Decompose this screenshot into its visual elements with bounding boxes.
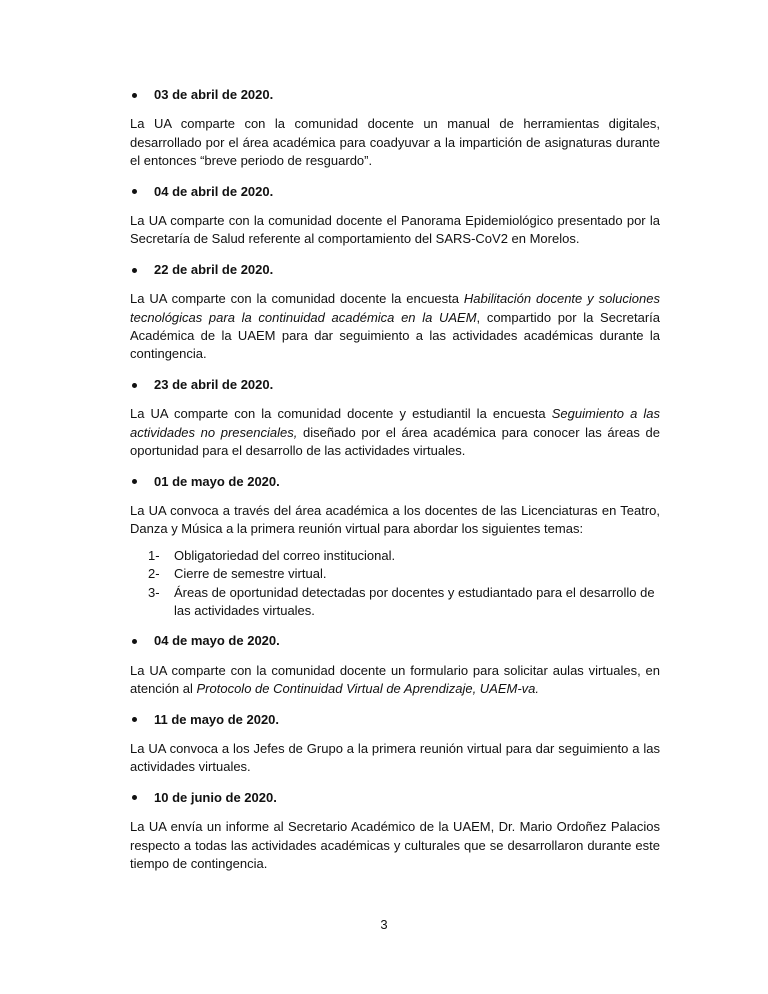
bullet-icon — [132, 479, 137, 484]
bullet-icon — [132, 189, 137, 194]
paragraph-text: La UA comparte con la comunidad docente el Panorama Epidemiológico presentado por la Secretaría de Salud referente al comportamiento del SARS-CoV2 en Morelos. — [130, 213, 660, 247]
timeline-entry — [130, 632, 660, 698]
entry-date-row — [130, 473, 660, 491]
entry-date: 22 de abril de 2020. — [154, 261, 274, 277]
list-item-number: 3- — [148, 584, 160, 600]
entry-paragraph — [130, 740, 660, 777]
entry-date-row — [130, 261, 660, 279]
paragraph-text: La UA comparte con la comunidad docente la encuesta — [130, 291, 464, 307]
italic-title: Habilitación docente y soluciones tecnológicas para la continuidad académica en la UAEM — [130, 291, 660, 325]
entry-date-row — [130, 183, 660, 201]
entry-date: 11 de mayo de 2020. — [154, 711, 280, 727]
list-item-number: 2- — [148, 566, 160, 582]
list-item — [148, 565, 660, 583]
entry-date-row — [130, 376, 660, 394]
entry-paragraph — [130, 115, 660, 170]
italic-title: Protocolo de Continuidad Virtual de Aprendizaje, UAEM-va. — [196, 681, 540, 697]
bullet-icon — [132, 93, 137, 98]
bullet-icon — [132, 639, 137, 644]
entry-paragraph — [130, 290, 660, 364]
paragraph-text: La UA envía un informe al Secretario Académico de la UAEM, Dr. Mario Ordoñez Palacios respecto a todas las actividades académicas y culturales que se desarrollaron durante este tiempo de contingencia. — [130, 819, 660, 871]
paragraph-text: La UA comparte con la comunidad docente un formulario para solicitar aulas virtuales, en atención al — [130, 662, 660, 697]
entry-paragraph — [130, 405, 660, 460]
italic-title: Seguimiento a las actividades no presenciales, — [130, 406, 661, 440]
timeline-entry — [130, 86, 660, 171]
entry-paragraph — [130, 818, 660, 873]
entry-date: 01 de mayo de 2020. — [154, 473, 280, 489]
list-item-number: 1- — [148, 547, 160, 563]
timeline-entry — [130, 183, 660, 249]
entry-date-row — [130, 86, 660, 104]
bullet-icon — [132, 717, 137, 722]
bullet-icon — [132, 383, 137, 388]
entry-date: 04 de abril de 2020. — [154, 183, 274, 199]
list-item — [148, 584, 660, 621]
entry-paragraph — [130, 212, 660, 249]
bullet-icon — [132, 795, 137, 800]
paragraph-text: diseñado por el área académica para conocer las áreas de oportunidad para el desarrollo de las actividades virtuales. — [130, 424, 660, 459]
paragraph-text: La UA convoca a través del área académica a los docentes de las Licenciaturas en Teatro, Danza y Música a la primera reunión virtual para abordar los siguientes temas: — [130, 502, 660, 537]
timeline-entry — [130, 789, 660, 874]
topic-list — [148, 547, 660, 621]
page-number: 3 — [380, 917, 388, 932]
entry-paragraph — [130, 502, 660, 539]
paragraph-text: La UA comparte con la comunidad docente y estudiantil la encuesta — [130, 406, 552, 422]
entry-paragraph — [130, 662, 660, 699]
paragraph-text: La UA comparte con la comunidad docente un manual de herramientas digitales, desarrollado por el área académica para coadyuvar a la impartición de asignaturas durante el entonces “breve periodo de resguardo”. — [130, 116, 660, 169]
entry-date-row — [130, 789, 660, 807]
entry-date-row — [130, 711, 660, 729]
entry-date: 23 de abril de 2020. — [154, 376, 274, 392]
list-item-text: Cierre de semestre virtual. — [174, 566, 327, 582]
bullet-icon — [132, 268, 137, 273]
timeline-entry — [130, 376, 660, 461]
document-body — [130, 86, 660, 885]
list-item-text: Obligatoriedad del correo institucional. — [174, 547, 396, 563]
timeline-entry — [130, 711, 660, 777]
entry-date: 03 de abril de 2020. — [154, 87, 274, 102]
timeline-entry — [130, 473, 660, 621]
list-item — [148, 547, 660, 565]
entry-date-row — [130, 632, 660, 650]
paragraph-text: , compartido por la Secretaría Académica de la UAEM para dar seguimiento a las actividades académicas durante la contingencia. — [130, 309, 660, 362]
timeline-entry — [130, 261, 660, 364]
paragraph-text: La UA convoca a los Jefes de Grupo a la primera reunión virtual para dar seguimiento a las actividades virtuales. — [130, 740, 660, 775]
entry-date: 04 de mayo de 2020. — [154, 633, 280, 649]
entry-date: 10 de junio de 2020. — [154, 789, 277, 805]
list-item-text: Áreas de oportunidad detectadas por docentes y estudiantado para el desarrollo de las actividades virtuales. — [174, 584, 655, 618]
